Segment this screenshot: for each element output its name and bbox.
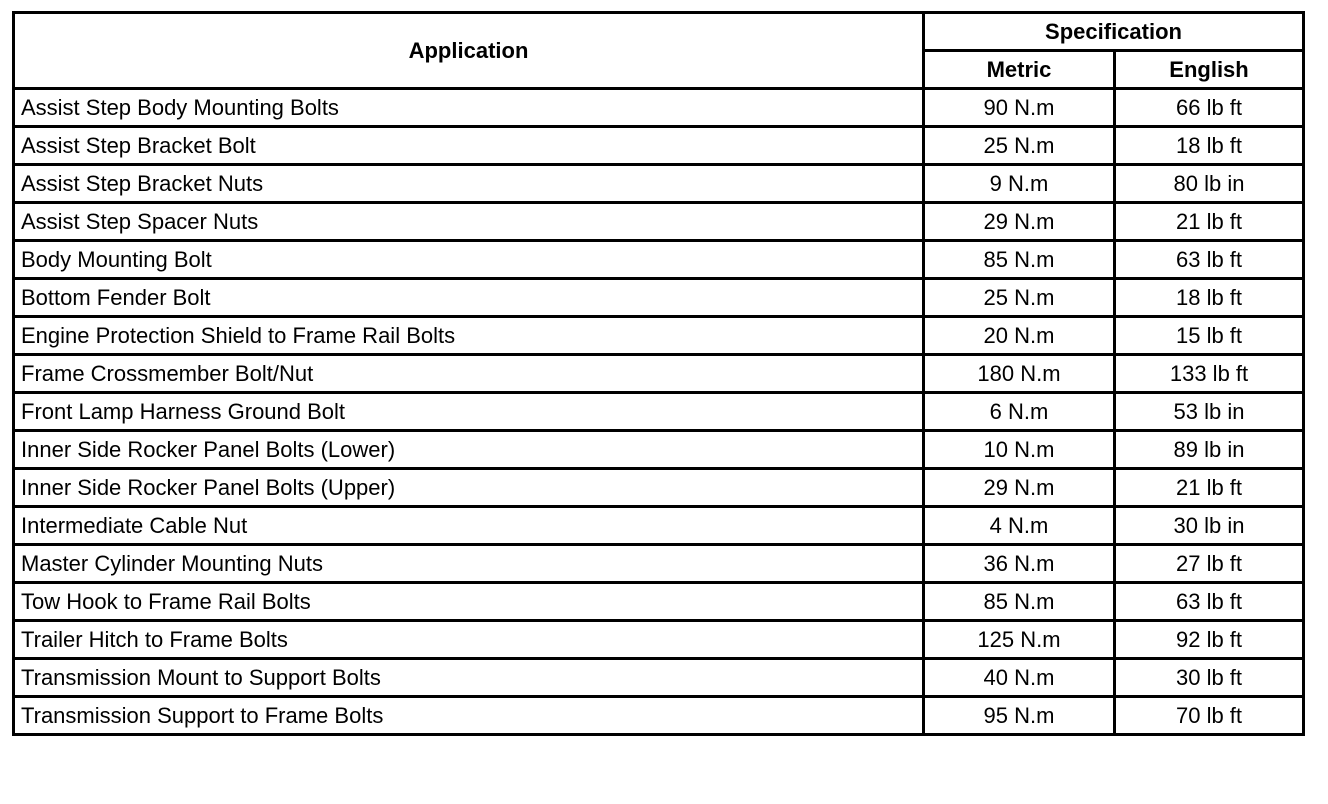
table-row: [14, 469, 1304, 507]
english-value-cell: 21 lb ft: [1115, 469, 1304, 507]
metric-value-cell: 10 N.m: [924, 431, 1115, 469]
english-value-cell: 30 lb ft: [1115, 659, 1304, 697]
english-value-cell: 133 lb ft: [1115, 355, 1304, 393]
metric-value-cell: 90 N.m: [924, 89, 1115, 127]
table-row: [14, 241, 1304, 279]
table-row: [14, 317, 1304, 355]
table-row: [14, 127, 1304, 165]
english-value-cell: 18 lb ft: [1115, 127, 1304, 165]
application-cell: Frame Crossmember Bolt/Nut: [14, 355, 924, 393]
english-value-cell: 80 lb in: [1115, 165, 1304, 203]
english-value-cell: 27 lb ft: [1115, 545, 1304, 583]
english-value-cell: 15 lb ft: [1115, 317, 1304, 355]
metric-column-header: Metric: [924, 51, 1115, 89]
table-row: [14, 165, 1304, 203]
english-value-cell: 89 lb in: [1115, 431, 1304, 469]
table-body: [14, 89, 1304, 735]
table-row: [14, 507, 1304, 545]
metric-value-cell: 6 N.m: [924, 393, 1115, 431]
application-cell: Engine Protection Shield to Frame Rail Bolts: [14, 317, 924, 355]
metric-value-cell: 25 N.m: [924, 279, 1115, 317]
english-value-cell: 63 lb ft: [1115, 583, 1304, 621]
application-cell: Transmission Mount to Support Bolts: [14, 659, 924, 697]
application-cell: Bottom Fender Bolt: [14, 279, 924, 317]
application-cell: Inner Side Rocker Panel Bolts (Upper): [14, 469, 924, 507]
application-cell: Transmission Support to Frame Bolts: [14, 697, 924, 735]
application-cell: Assist Step Body Mounting Bolts: [14, 89, 924, 127]
application-cell: Trailer Hitch to Frame Bolts: [14, 621, 924, 659]
english-value-cell: 21 lb ft: [1115, 203, 1304, 241]
application-cell: Tow Hook to Frame Rail Bolts: [14, 583, 924, 621]
metric-value-cell: 85 N.m: [924, 241, 1115, 279]
english-value-cell: 70 lb ft: [1115, 697, 1304, 735]
metric-value-cell: 40 N.m: [924, 659, 1115, 697]
metric-value-cell: 85 N.m: [924, 583, 1115, 621]
metric-value-cell: 25 N.m: [924, 127, 1115, 165]
english-value-cell: 30 lb in: [1115, 507, 1304, 545]
header-row-top: [14, 13, 1304, 51]
english-value-cell: 18 lb ft: [1115, 279, 1304, 317]
specification-column-header: Specification: [924, 13, 1304, 51]
application-column-header: Application: [14, 13, 924, 89]
english-value-cell: 53 lb in: [1115, 393, 1304, 431]
application-cell: Assist Step Spacer Nuts: [14, 203, 924, 241]
metric-value-cell: 9 N.m: [924, 165, 1115, 203]
application-cell: Inner Side Rocker Panel Bolts (Lower): [14, 431, 924, 469]
application-cell: Intermediate Cable Nut: [14, 507, 924, 545]
metric-value-cell: 125 N.m: [924, 621, 1115, 659]
application-cell: Assist Step Bracket Nuts: [14, 165, 924, 203]
table-row: [14, 621, 1304, 659]
table-row: [14, 203, 1304, 241]
table-row: [14, 545, 1304, 583]
table-row: [14, 279, 1304, 317]
table-row: [14, 697, 1304, 735]
metric-value-cell: 36 N.m: [924, 545, 1115, 583]
application-cell: Front Lamp Harness Ground Bolt: [14, 393, 924, 431]
table-row: [14, 583, 1304, 621]
table-row: [14, 659, 1304, 697]
metric-value-cell: 4 N.m: [924, 507, 1115, 545]
table-row: [14, 89, 1304, 127]
metric-value-cell: 20 N.m: [924, 317, 1115, 355]
table-row: [14, 355, 1304, 393]
metric-value-cell: 29 N.m: [924, 469, 1115, 507]
torque-specification-table: [12, 11, 1305, 736]
english-value-cell: 92 lb ft: [1115, 621, 1304, 659]
metric-value-cell: 95 N.m: [924, 697, 1115, 735]
metric-value-cell: 180 N.m: [924, 355, 1115, 393]
metric-value-cell: 29 N.m: [924, 203, 1115, 241]
table-header: [14, 13, 1304, 89]
english-value-cell: 66 lb ft: [1115, 89, 1304, 127]
table-row: [14, 431, 1304, 469]
application-cell: Assist Step Bracket Bolt: [14, 127, 924, 165]
english-column-header: English: [1115, 51, 1304, 89]
table-row: [14, 393, 1304, 431]
application-cell: Master Cylinder Mounting Nuts: [14, 545, 924, 583]
english-value-cell: 63 lb ft: [1115, 241, 1304, 279]
application-cell: Body Mounting Bolt: [14, 241, 924, 279]
